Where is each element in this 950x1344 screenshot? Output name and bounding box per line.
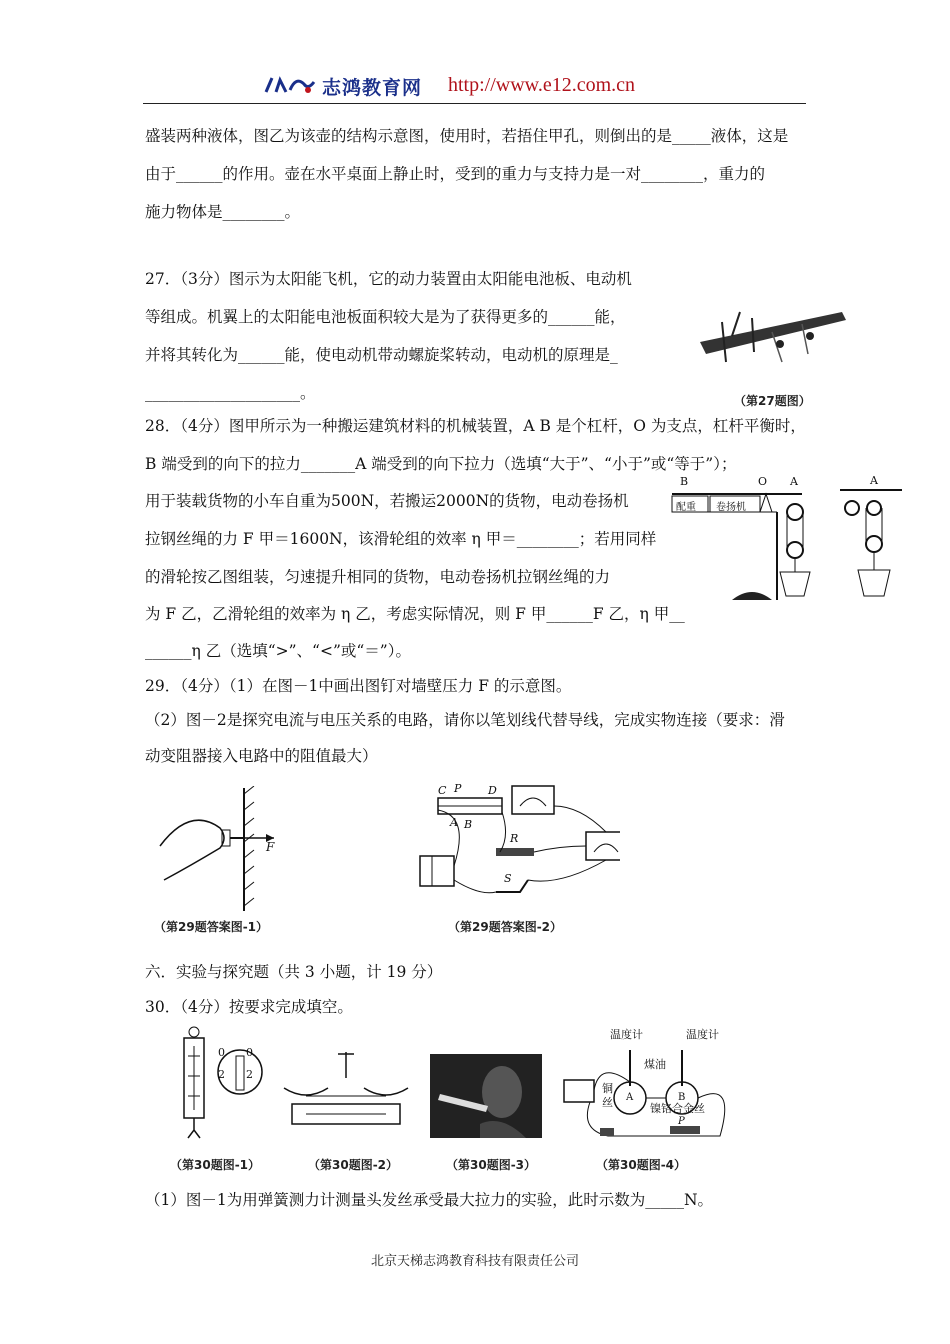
thumbtack-wall-illustration [150, 786, 320, 916]
caption-q30-2: （第30题图-2） [308, 1158, 399, 1172]
label-2a: 2 [218, 1068, 225, 1081]
label-A: A [790, 475, 798, 488]
question-28: 28．（4分）图甲所示为一种搬运建筑材料的机械装置，A B 是个杠杆，O 为支点，杠杆平衡时， [145, 417, 806, 435]
portrait-illustration [430, 1054, 542, 1138]
question-27: 27．（3分）图示为太阳能飞机，它的动力装置由太阳能电池板、电动机 [145, 270, 632, 288]
photo-image [430, 1054, 542, 1138]
label-winch: 卷扬机 [716, 502, 746, 513]
figure-q29-1 [150, 786, 320, 946]
crane-pulley-illustration [662, 472, 912, 602]
label-copper: 铜丝 [602, 1082, 613, 1109]
text-line: （1）图－1为用弹簧测力计测量头发丝承受最大拉力的实验，此时示数为_____N。 [145, 1191, 714, 1209]
label-counterweight: 配重 [676, 502, 696, 513]
header-url[interactable]: http://www.e12.com.cn [448, 74, 636, 96]
label-C: C [438, 784, 447, 797]
text-line: 的滑轮按乙图组装，匀速提升相同的货物，电动卷扬机拉钢丝绳的力 [145, 568, 611, 586]
solar-plane-illustration [692, 292, 852, 392]
figure-q29-2 [410, 776, 620, 946]
label-0b: 0 [246, 1046, 253, 1059]
logo-text: 志鸿教育网 [322, 77, 423, 99]
label-S: S [504, 872, 512, 885]
logo-icon [262, 72, 320, 98]
text-line: 并将其转化为______能，使电动机带动螺旋桨转动，电动机的原理是_ [145, 346, 618, 364]
label-F: F [266, 840, 275, 854]
text-line: 动变阻器接入电路中的阻值最大） [145, 747, 378, 765]
text-line: 为 F 乙，乙滑轮组的效率为 η 乙，考虑实际情况，则 F 甲______F 乙，η 甲__ [145, 605, 685, 623]
footer-company: 北京天梯志鸿教育科技有限责任公司 [370, 1254, 579, 1269]
text-line: （2）图－2是探究电流与电压关系的电路，请你以笔划线代替导线，完成实物连接（要求：滑 [145, 711, 785, 729]
text-line: ______η 乙（选填“>”、“<”或“＝”）。 [145, 642, 411, 660]
figure-q28 [662, 472, 912, 602]
caption-q30-3: （第30题图-3） [446, 1158, 537, 1172]
figure-q27 [692, 292, 852, 412]
label-kerosene: 煤油 [644, 1058, 666, 1071]
text-line: 盛装两种液体，图乙为该壶的结构示意图，使用时，若捂住甲孔，则倒出的是_____液体，这是 [145, 127, 789, 145]
label-D: D [488, 784, 497, 797]
caption-q27: （第27题图） [734, 394, 811, 408]
spring-scale-illustration [174, 1026, 264, 1146]
section-heading: 六．实验与探究题（共 3 小题，计 19 分） [145, 963, 443, 981]
label-P: P [454, 782, 462, 795]
label-O: O [758, 475, 768, 488]
label-thermometer-1: 温度计 [610, 1028, 643, 1041]
figure-q30 [150, 1026, 750, 1176]
question-30: 30．（4分）按要求完成填空。 [145, 998, 353, 1016]
label-nichrome: 镍铬合金丝 [650, 1102, 705, 1115]
label-B: B [464, 818, 473, 831]
text-line: 用于装载货物的小车自重为500N，若搬运2000N的货物，电动卷扬机 [145, 492, 629, 510]
label-B: B [680, 475, 689, 488]
label-A2: A [870, 474, 878, 487]
text-line: 拉钢丝绳的力 F 甲＝1600N，该滑轮组的效率 η 甲＝________；若用同样 [145, 530, 657, 548]
text-line: 由于______的作用。壶在水平桌面上静止时，受到的重力与支持力是一对________，重力的 [145, 165, 766, 183]
question-29: 29．（4分）（1）在图－1中画出图钉对墙壁压力 F 的示意图。 [145, 677, 572, 695]
text-line: B 端受到的向下的拉力_______A 端受到的向下拉力（选填“大于”、“小于”或“等于”）； [145, 455, 737, 473]
label-B: B [678, 1092, 686, 1103]
caption-q29-1: （第29题答案图-1） [154, 920, 269, 934]
label-A: A [450, 816, 458, 829]
caption-q29-2: （第29题答案图-2） [448, 920, 563, 934]
label-A: A [626, 1092, 634, 1103]
caption-q30-4: （第30题图-4） [596, 1158, 687, 1172]
label-0a: 0 [218, 1046, 225, 1059]
label-R: R [510, 832, 519, 845]
text-line: 等组成。机翼上的太阳能电池板面积较大是为了获得更多的______能， [145, 308, 626, 326]
label-P: P [678, 1116, 685, 1127]
text-line: 施力物体是________。 [145, 203, 301, 221]
header-rule [143, 103, 806, 104]
label-2b: 2 [246, 1068, 253, 1081]
label-thermometer-2: 温度计 [686, 1028, 719, 1041]
balance-illustration [276, 1048, 416, 1138]
circuit-illustration [410, 776, 620, 916]
text-line: ____________________。 [145, 384, 316, 402]
caption-q30-1: （第30题图-1） [170, 1158, 261, 1172]
